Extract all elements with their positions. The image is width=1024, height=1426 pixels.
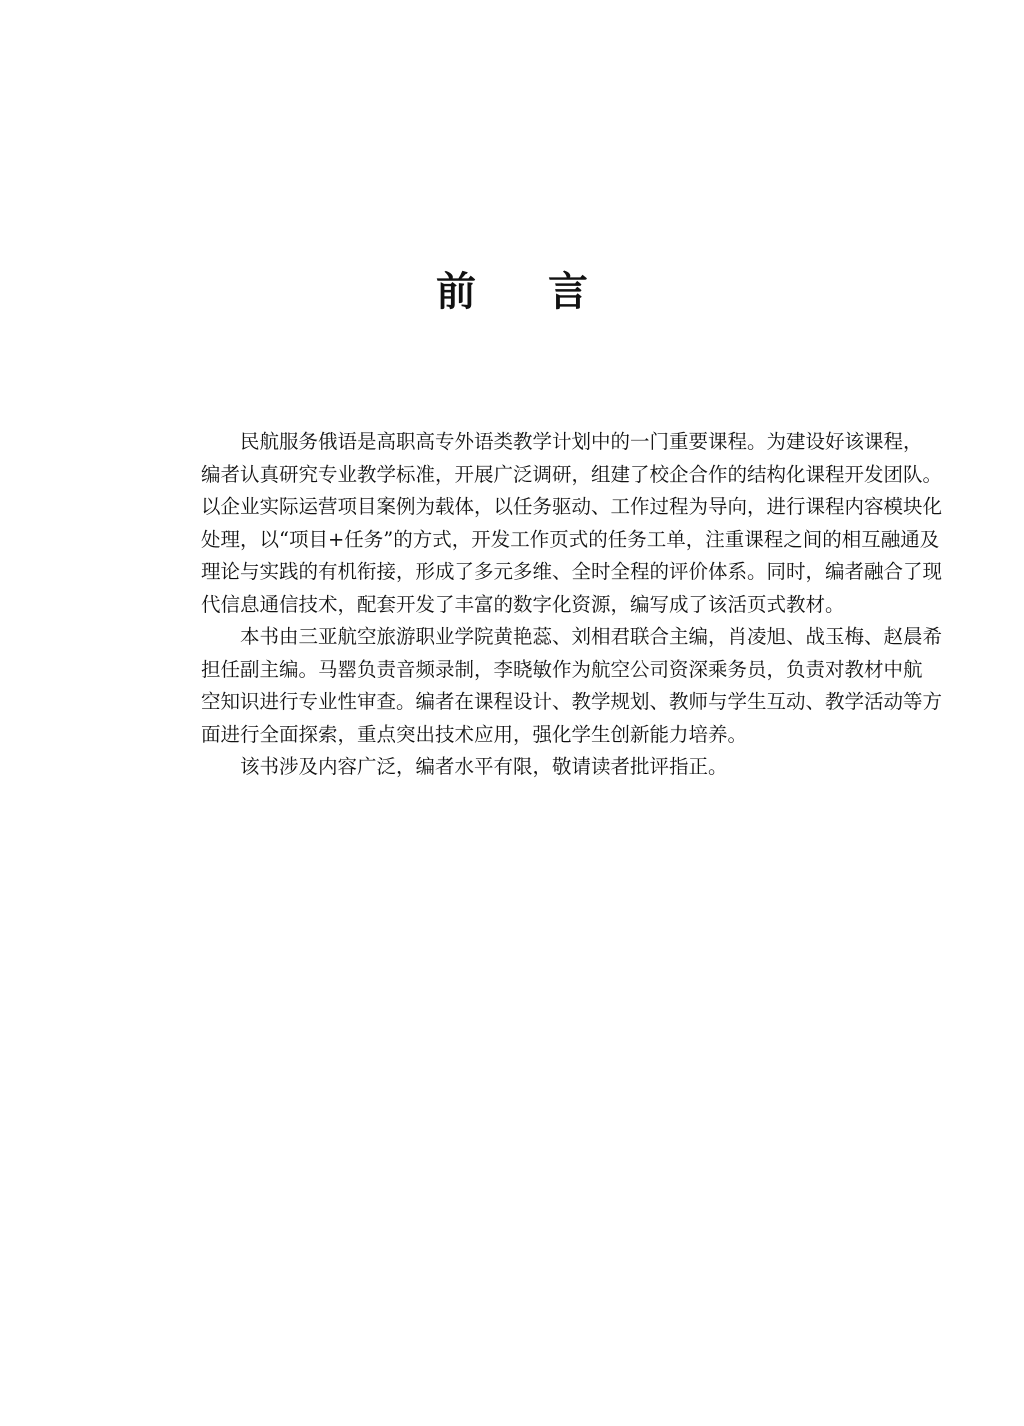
paragraph-line: 理论与实践的有机衔接，形成了多元多维、全时全程的评价体系。同时，编者融合了现	[201, 560, 943, 583]
paragraph-line: 本书由三亚航空旅游职业学院黄艳蕊、刘相君联合主编，肖凌旭、战玉梅、赵晨希	[240, 625, 943, 648]
paragraph-line: 面进行全面探索，重点突出技术应用，强化学生创新能力培养。	[201, 722, 748, 746]
title-char-2: 言	[548, 268, 588, 315]
paragraph-line: 民航服务俄语是高职高专外语类教学计划中的一门重要课程。为建设好该课程，	[240, 430, 923, 453]
paragraph-3	[162, 751, 886, 784]
paragraph-line: 担任副主编。马罂负责音频录制，李晓敏作为航空公司资深乘务员，负责对教材中航	[201, 657, 923, 681]
paragraph-2	[162, 621, 943, 751]
paragraph-line: 处理，以“项目+任务”的方式，开发工作页式的任务工单，注重课程之间的相互融通及	[201, 527, 940, 551]
paragraph-line: 编者认真研究专业教学标准，开展广泛调研，组建了校企合作的结构化课程开发团队。	[201, 462, 943, 486]
page-title	[0, 268, 1024, 316]
paragraph-line: 空知识进行专业性审查。编者在课程设计、教学规划、教师与学生互动、教学活动等方	[201, 690, 943, 713]
paragraph-line: 以企业实际运营项目案例为载体，以任务驱动、工作过程为导向，进行课程内容模块化	[201, 495, 943, 518]
preface-body	[162, 426, 943, 784]
paragraph-1	[162, 426, 943, 621]
paragraph-line: 代信息通信技术，配套开发了丰富的数字化资源，编写成了该活页式教材。	[201, 592, 845, 616]
title-char-1: 前	[436, 268, 476, 315]
paragraph-line: 该书涉及内容广泛，编者水平有限，敬请读者批评指正。	[240, 755, 728, 778]
